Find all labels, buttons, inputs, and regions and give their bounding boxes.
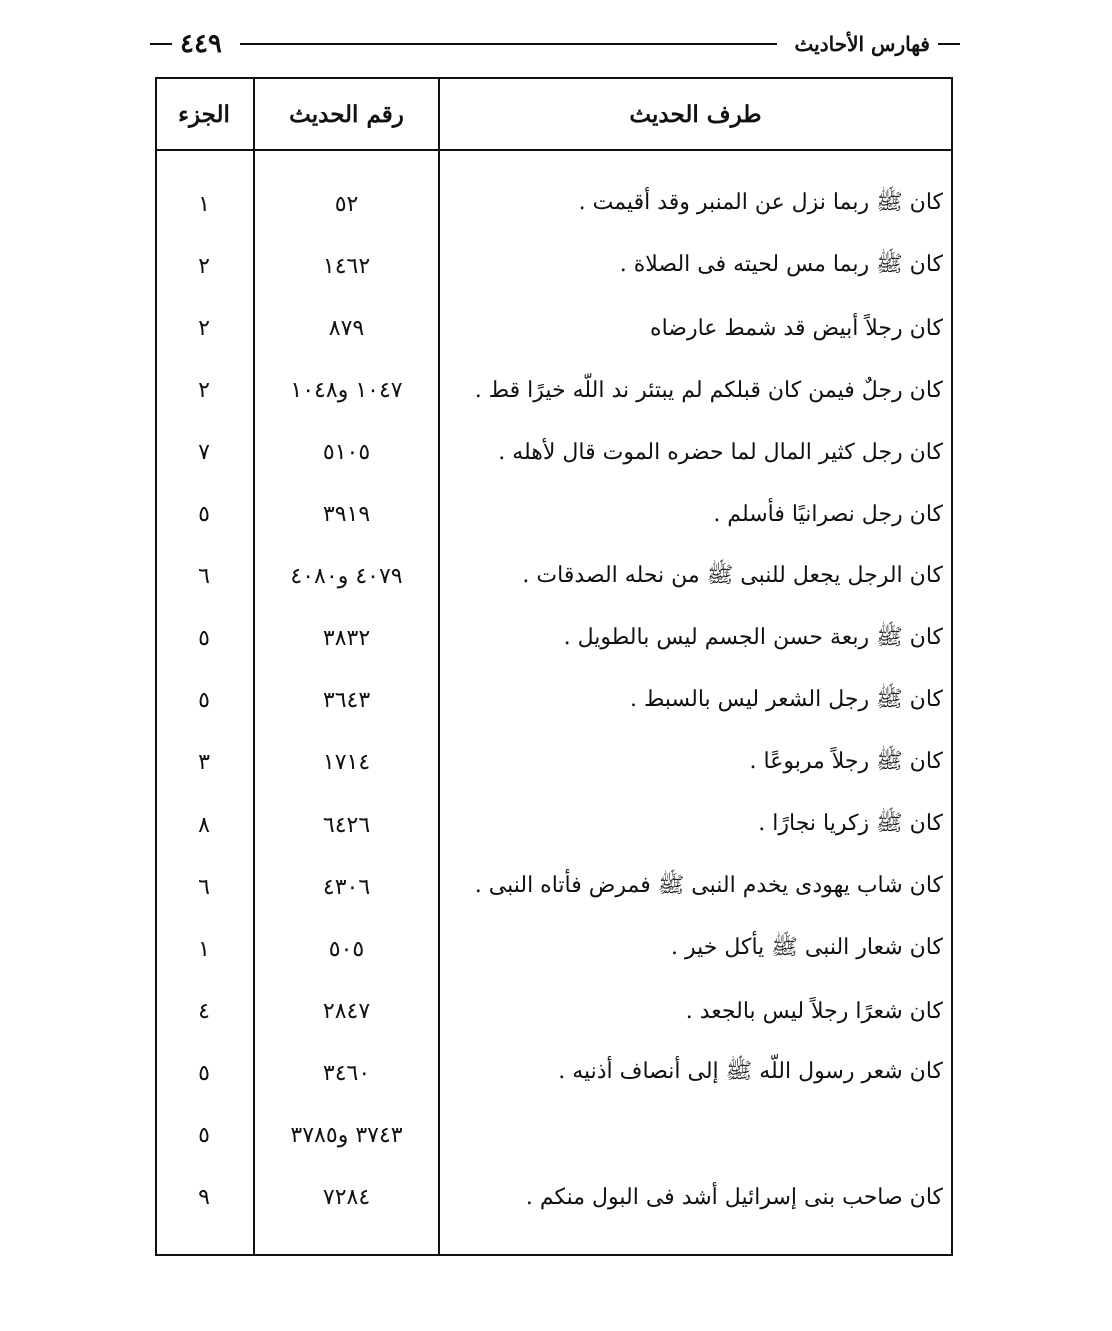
volume-number: ٩ (198, 1185, 210, 1211)
hadith-number: ٥٠٥ (328, 936, 365, 962)
volume-number: ٥ (198, 626, 210, 652)
table-row (157, 1042, 951, 1104)
table-row (157, 546, 951, 608)
hadith-text: كان ﷺ ربما نزل عن المنبر وقد أقيمت . (578, 190, 943, 215)
hadith-number: ٥١٠٥ (322, 439, 371, 465)
hadith-text: كان شعر رسول اللّه ﷺ إلى أنصاف أذنيه . (558, 1059, 943, 1085)
hadith-text: كان شاب يهودى يخدم النبى ﷺ فمرض فأتاه النبى . (474, 873, 943, 899)
volume-number: ١ (198, 936, 210, 962)
volume-number: ٦ (198, 564, 210, 590)
hadith-text: كان ﷺ ربعة حسن الجسم ليس بالطويل . (563, 624, 943, 650)
volume-number: ٦ (198, 874, 210, 900)
hadith-number: ٣٦٤٣ (322, 688, 371, 714)
running-title: فهارس الأحاديث (794, 32, 930, 56)
hadith-text (448, 1105, 943, 1167)
hadith-number: ٤٠٧٩ و٤٠٨٠ (290, 564, 403, 590)
volume-number: ٥ (198, 502, 210, 527)
hadith-index-table (155, 77, 953, 1256)
hadith-text: كان شعار النبى ﷺ يأكل خير . (670, 935, 943, 961)
hadith-text: كان رجل نصرانيًا فأسلم . (713, 502, 943, 527)
hadith-text: كان ﷺ ربما مس لحيته فى الصلاة . (619, 252, 943, 278)
hadith-number: ٣٨٣٢ (322, 626, 371, 652)
hadith-text: كان صاحب بنى إسرائيل أشد فى البول منكم . (525, 1185, 943, 1211)
hadith-text: كان ﷺ رجل الشعر ليس بالسبط . (629, 686, 943, 712)
volume-number: ٣ (198, 750, 210, 776)
hadith-number: ٢٨٤٧ (322, 998, 371, 1024)
hadith-number: ٤٣٠٦ (322, 874, 371, 900)
hadith-text: كان ﷺ زكريا نجارًا . (758, 811, 943, 836)
volume-number: ١ (198, 191, 210, 217)
volume-number: ٥ (198, 688, 210, 714)
header-rule (240, 43, 777, 45)
hadith-text: كان ﷺ رجلاً مربوعًا . (749, 748, 943, 774)
table-row (157, 359, 951, 421)
table-row (157, 732, 951, 794)
hadith-text: كان رجلٌ فيمن كان قبلكم لم يبتئر ند اللّه خيرًا قط . (474, 377, 943, 403)
volume-number: ٢ (198, 253, 210, 279)
volume-number: ٥ (198, 1123, 210, 1148)
table-row (157, 794, 951, 856)
volume-number: ٢ (198, 315, 210, 341)
table-body (157, 151, 951, 1254)
hadith-text: كان شعرًا رجلاً ليس بالجعد . (685, 998, 943, 1024)
volume-number: ٨ (198, 812, 210, 838)
table-row (157, 980, 951, 1042)
volume-number: ٢ (198, 377, 210, 403)
header-dash-left (150, 43, 172, 45)
table-row (157, 1167, 951, 1229)
table-row (157, 173, 951, 235)
table-row (157, 856, 951, 918)
hadith-text: كان رجل كثير المال لما حضره الموت قال لأهله . (498, 439, 943, 465)
table-row (157, 484, 951, 546)
page-number: ٤٤٩ (180, 29, 222, 59)
table-row (157, 918, 951, 980)
column-header-hadith-text: طرف الحديث (629, 100, 762, 128)
hadith-number: ١٠٤٧ و١٠٤٨ (290, 377, 403, 403)
header-dash-right (938, 43, 960, 45)
hadith-text: كان رجلاً أبيض قد شمط عارضاه (650, 315, 943, 341)
volume-number: ٤ (198, 998, 210, 1024)
table-row (157, 421, 951, 483)
hadith-number: ١٧١٤ (322, 750, 371, 776)
hadith-number: ٣٤٦٠ (322, 1060, 371, 1086)
hadith-number: ٣٧٤٣ و٣٧٨٥ (290, 1123, 403, 1148)
column-header-volume: الجزء (178, 100, 230, 128)
column-header-hadith-number: رقم الحديث (289, 100, 404, 128)
table-row (157, 670, 951, 732)
hadith-number: ١٤٦٢ (322, 253, 371, 279)
table-row (157, 235, 951, 297)
hadith-number: ٣٩١٩ (322, 502, 371, 527)
hadith-number: ٥٢ (334, 191, 359, 217)
hadith-number: ٦٤٢٦ (322, 812, 371, 838)
hadith-text: كان الرجل يجعل للنبى ﷺ من نحله الصدقات . (522, 562, 943, 588)
volume-number: ٥ (198, 1060, 210, 1086)
table-row (157, 608, 951, 670)
hadith-number: ٧٢٨٤ (322, 1185, 371, 1211)
hadith-number: ٨٧٩ (328, 315, 365, 341)
table-row (157, 1105, 951, 1167)
page-header (150, 24, 960, 64)
table-row (157, 297, 951, 359)
volume-number: ٧ (198, 439, 210, 465)
